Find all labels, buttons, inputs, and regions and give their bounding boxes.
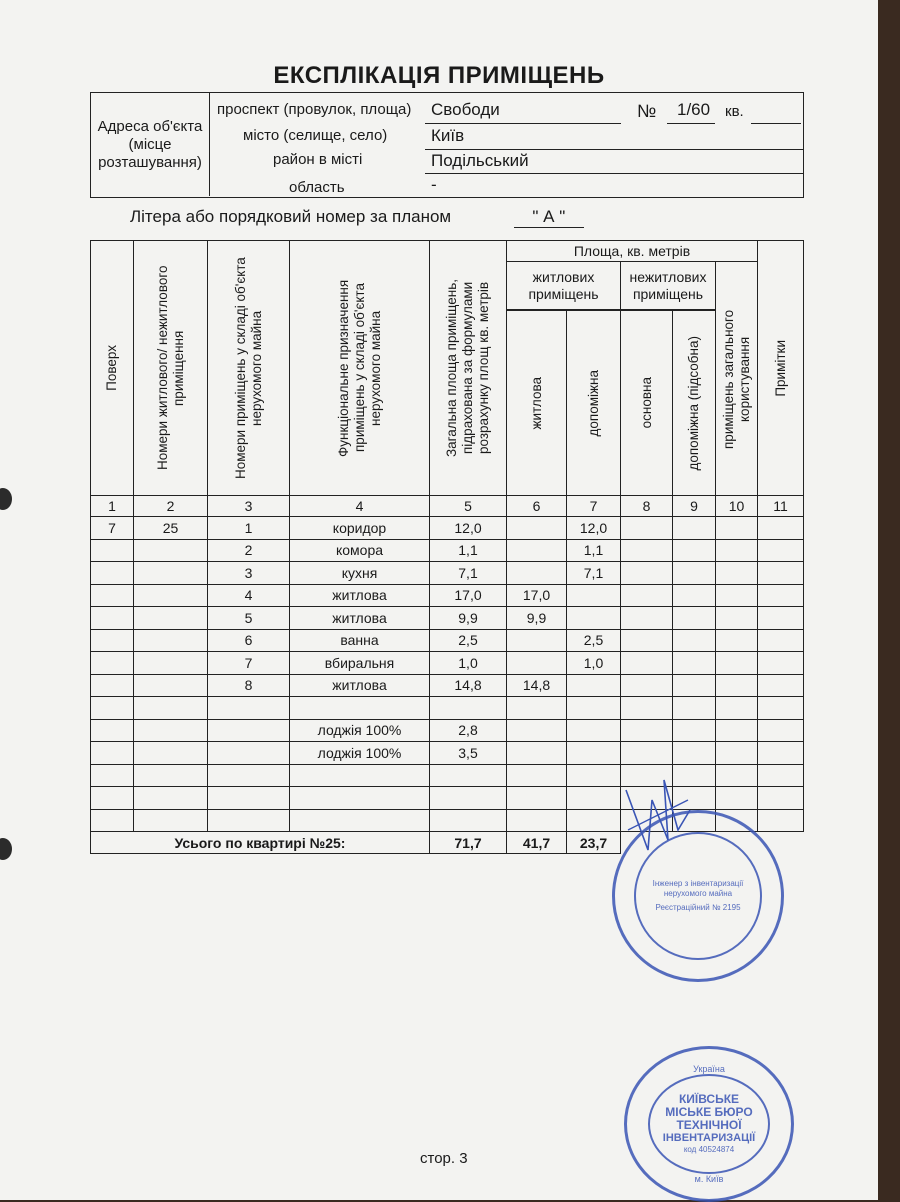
district-label: район в місті — [273, 151, 363, 168]
cell-empty — [758, 764, 804, 787]
cell-empty — [758, 697, 804, 720]
cell-empty — [673, 584, 716, 607]
totals-total: 71,7 — [430, 832, 507, 854]
bureau-stamp-line: КИЇВСЬКЕ — [678, 1092, 740, 1106]
apartment-label: кв. — [725, 103, 744, 120]
cell-empty — [758, 674, 804, 697]
column-number-row: 1 2 3 4 5 6 7 8 9 10 11 — [91, 496, 804, 517]
cell-empty — [621, 539, 673, 562]
cell-unit — [134, 674, 208, 697]
cell-empty — [621, 652, 673, 675]
cell-living: 14,8 — [507, 674, 567, 697]
cell-aux — [567, 764, 621, 787]
cell-unit — [134, 652, 208, 675]
cell-floor: 7 — [91, 517, 134, 540]
cell-room — [208, 719, 290, 742]
header-living: житлова — [528, 376, 544, 430]
header-auxiliary-sub: допоміжна (підсобна) — [686, 335, 701, 471]
table-row — [91, 674, 804, 697]
header-notes: Примітки — [772, 339, 788, 397]
cell-function: кухня — [290, 562, 430, 585]
cell-floor — [91, 809, 134, 832]
cell-empty — [673, 539, 716, 562]
cell-empty — [716, 742, 758, 765]
cell-room: 3 — [208, 562, 290, 585]
street-label: проспект (провулок, площа) — [217, 101, 412, 118]
cell-function: житлова — [290, 674, 430, 697]
engineer-stamp-reg: Реєстраційний № 2195 — [655, 903, 741, 912]
table-row — [91, 517, 804, 540]
punch-hole — [0, 838, 12, 860]
cell-aux: 12,0 — [567, 517, 621, 540]
cell-empty — [673, 607, 716, 630]
header-nonresidential: нежитлових приміщень — [621, 262, 716, 310]
cell-living: 17,0 — [507, 584, 567, 607]
cell-unit — [134, 562, 208, 585]
cell-total: 12,0 — [430, 517, 507, 540]
cell-total: 2,8 — [430, 719, 507, 742]
cell-unit — [134, 809, 208, 832]
cell-unit: 25 — [134, 517, 208, 540]
cell-empty — [716, 674, 758, 697]
cell-unit — [134, 539, 208, 562]
cell-aux — [567, 809, 621, 832]
cell-empty — [621, 562, 673, 585]
city-value: Київ — [431, 126, 465, 145]
cell-living — [507, 562, 567, 585]
totals-label: Усього по квартирі №25: — [91, 832, 430, 854]
totals-aux: 23,7 — [567, 832, 621, 854]
cell-empty — [673, 629, 716, 652]
cell-living — [507, 787, 567, 810]
bureau-stamp-code: код 40524874 — [683, 1145, 735, 1154]
cell-empty — [716, 584, 758, 607]
explication-table — [90, 240, 804, 854]
cell-total — [430, 787, 507, 810]
cell-total: 9,9 — [430, 607, 507, 630]
cell-aux — [567, 697, 621, 720]
cell-empty — [758, 652, 804, 675]
cell-function: коридор — [290, 517, 430, 540]
cell-empty — [716, 652, 758, 675]
cell-empty — [716, 787, 758, 810]
cell-total: 3,5 — [430, 742, 507, 765]
totals-living: 41,7 — [507, 832, 567, 854]
cell-floor — [91, 562, 134, 585]
cell-function — [290, 697, 430, 720]
cell-room: 1 — [208, 517, 290, 540]
table-row — [91, 719, 804, 742]
cell-unit — [134, 764, 208, 787]
header-total-area: Загальна площа приміщень, підрахована за формулами розрахунку площ кв. метрів — [444, 279, 491, 457]
cell-function: лоджія 100% — [290, 719, 430, 742]
cell-empty — [716, 764, 758, 787]
table-row — [91, 652, 804, 675]
cell-total — [430, 697, 507, 720]
cell-total: 1,1 — [430, 539, 507, 562]
header-function: Функціональне призначення приміщень у складі об'єкта нерухомого майна — [335, 279, 383, 457]
cell-empty — [716, 607, 758, 630]
bureau-stamp-line: ТЕХНІЧНОЇ — [676, 1118, 742, 1132]
cell-empty — [621, 674, 673, 697]
bureau-stamp-country: Україна — [693, 1064, 725, 1074]
cell-empty — [758, 607, 804, 630]
header-floor: Поверх — [104, 345, 119, 391]
bureau-stamp-city: м. Київ — [694, 1174, 724, 1184]
region-label: область — [289, 179, 345, 196]
cell-floor — [91, 629, 134, 652]
cell-unit — [134, 719, 208, 742]
cell-living — [507, 719, 567, 742]
cell-unit — [134, 787, 208, 810]
cell-total — [430, 764, 507, 787]
engineer-stamp-role: Інженер з інвентаризації нерухомого майна — [652, 879, 744, 898]
cell-aux: 1,0 — [567, 652, 621, 675]
cell-empty — [758, 517, 804, 540]
table-row — [91, 742, 804, 765]
cell-living — [507, 517, 567, 540]
cell-floor — [91, 764, 134, 787]
cell-room: 2 — [208, 539, 290, 562]
cell-living — [507, 764, 567, 787]
cell-room — [208, 742, 290, 765]
cell-empty — [621, 629, 673, 652]
cell-aux — [567, 607, 621, 630]
cell-empty — [758, 629, 804, 652]
cell-floor — [91, 787, 134, 810]
litera-value: " А " — [514, 207, 584, 228]
cell-function — [290, 809, 430, 832]
cell-total — [430, 809, 507, 832]
cell-living — [507, 652, 567, 675]
cell-empty — [673, 652, 716, 675]
cell-unit — [134, 742, 208, 765]
address-block — [90, 92, 804, 198]
cell-empty — [621, 719, 673, 742]
cell-function — [290, 787, 430, 810]
table-row — [91, 607, 804, 630]
cell-total: 7,1 — [430, 562, 507, 585]
cell-living — [507, 742, 567, 765]
cell-empty — [758, 809, 804, 832]
table-row — [91, 562, 804, 585]
header-room-numbers: Номери приміщень у складі об'єкта нерухомого майна — [232, 257, 264, 479]
cell-room: 6 — [208, 629, 290, 652]
cell-empty — [716, 719, 758, 742]
cell-living — [507, 697, 567, 720]
bureau-stamp-line: ІНВЕНТАРИЗАЦІЇ — [662, 1132, 756, 1144]
cell-aux — [567, 584, 621, 607]
cell-aux — [567, 742, 621, 765]
cell-function: ванна — [290, 629, 430, 652]
litera-label: Літера або порядковий номер за планом — [130, 207, 452, 226]
cell-living — [507, 539, 567, 562]
cell-floor — [91, 584, 134, 607]
cell-room: 5 — [208, 607, 290, 630]
number-value: 1/60 — [677, 100, 711, 119]
header-common-use: приміщень загального користування — [720, 308, 752, 449]
cell-empty — [673, 742, 716, 765]
cell-empty — [716, 629, 758, 652]
cell-empty — [621, 697, 673, 720]
cell-empty — [621, 607, 673, 630]
punch-hole — [0, 488, 12, 510]
table-row — [91, 629, 804, 652]
cell-empty — [716, 562, 758, 585]
cell-aux: 1,1 — [567, 539, 621, 562]
address-label: Адреса об'єкта (місце розташування) — [91, 93, 210, 196]
cell-room: 7 — [208, 652, 290, 675]
cell-unit — [134, 697, 208, 720]
cell-function: лоджія 100% — [290, 742, 430, 765]
table-row — [91, 584, 804, 607]
header-residential: житлових приміщень — [507, 262, 621, 310]
cell-aux — [567, 787, 621, 810]
cell-empty — [758, 719, 804, 742]
cell-empty — [716, 517, 758, 540]
engineer-stamp — [612, 810, 784, 982]
cell-room — [208, 764, 290, 787]
cell-total: 14,8 — [430, 674, 507, 697]
bureau-stamp-line: МІСЬКЕ БЮРО — [665, 1105, 753, 1119]
cell-empty — [673, 562, 716, 585]
cell-empty — [758, 584, 804, 607]
cell-room: 4 — [208, 584, 290, 607]
cell-total: 2,5 — [430, 629, 507, 652]
cell-unit — [134, 629, 208, 652]
cell-function: вбиральня — [290, 652, 430, 675]
cell-empty — [758, 539, 804, 562]
document-title: ЕКСПЛІКАЦІЯ ПРИМІЩЕНЬ — [273, 62, 605, 89]
cell-empty — [673, 517, 716, 540]
cell-empty — [673, 719, 716, 742]
cell-floor — [91, 539, 134, 562]
cell-empty — [716, 539, 758, 562]
cell-floor — [91, 607, 134, 630]
cell-living — [507, 629, 567, 652]
cell-empty — [758, 742, 804, 765]
header-unit-numbers: Номери житлового/ нежитлового приміщення — [154, 265, 186, 471]
header-main: основна — [638, 377, 654, 429]
cell-total: 17,0 — [430, 584, 507, 607]
district-value: Подільський — [431, 151, 529, 170]
cell-aux: 7,1 — [567, 562, 621, 585]
table-row — [91, 697, 804, 720]
cell-function — [290, 764, 430, 787]
cell-empty — [621, 742, 673, 765]
bureau-stamp — [624, 1046, 794, 1202]
page-number: стор. 3 — [420, 1150, 468, 1167]
cell-aux — [567, 674, 621, 697]
cell-empty — [758, 562, 804, 585]
litera-line — [130, 207, 584, 228]
cell-empty — [621, 517, 673, 540]
cell-function: житлова — [290, 584, 430, 607]
cell-aux — [567, 719, 621, 742]
cell-floor — [91, 697, 134, 720]
street-value: Свободи — [431, 100, 500, 119]
cell-floor — [91, 719, 134, 742]
cell-room — [208, 787, 290, 810]
cell-function: комора — [290, 539, 430, 562]
cell-room: 8 — [208, 674, 290, 697]
header-area-group: Площа, кв. метрів — [507, 241, 758, 262]
cell-function: житлова — [290, 607, 430, 630]
city-label: місто (селище, село) — [243, 127, 388, 144]
cell-empty — [621, 584, 673, 607]
cell-empty — [716, 697, 758, 720]
cell-floor — [91, 652, 134, 675]
cell-floor — [91, 674, 134, 697]
cell-empty — [673, 674, 716, 697]
number-label: № — [637, 101, 657, 121]
cell-aux: 2,5 — [567, 629, 621, 652]
cell-unit — [134, 607, 208, 630]
header-auxiliary: допоміжна — [585, 369, 601, 437]
cell-total: 1,0 — [430, 652, 507, 675]
cell-room — [208, 697, 290, 720]
table-row — [91, 539, 804, 562]
cell-empty — [673, 697, 716, 720]
region-value: - — [431, 175, 437, 194]
cell-floor — [91, 742, 134, 765]
cell-room — [208, 809, 290, 832]
cell-living: 9,9 — [507, 607, 567, 630]
cell-living — [507, 809, 567, 832]
cell-unit — [134, 584, 208, 607]
cell-empty — [758, 787, 804, 810]
